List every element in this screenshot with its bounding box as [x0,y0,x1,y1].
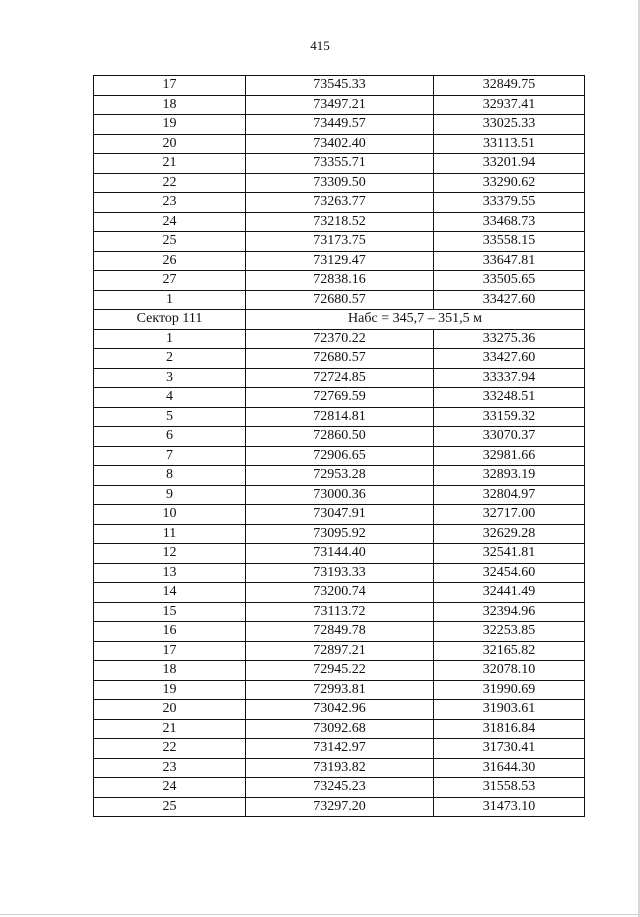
x-coordinate-cell: 72769.59 [246,388,434,408]
y-coordinate-cell: 32541.81 [434,544,585,564]
point-number-cell: 21 [94,154,246,174]
x-coordinate-cell: 72838.16 [246,271,434,291]
point-number-cell: 22 [94,739,246,759]
point-number-cell: 23 [94,758,246,778]
table-row [94,466,585,486]
sector-header-body [94,310,585,330]
table-row [94,329,585,349]
x-coordinate-cell: 73402.40 [246,134,434,154]
coordinates-table [93,75,585,817]
x-coordinate-cell: 73200.74 [246,583,434,603]
y-coordinate-cell: 33201.94 [434,154,585,174]
y-coordinate-cell: 31730.41 [434,739,585,759]
point-number-cell: 18 [94,95,246,115]
x-coordinate-cell: 73245.23 [246,778,434,798]
y-coordinate-cell: 33113.51 [434,134,585,154]
y-coordinate-cell: 31816.84 [434,719,585,739]
table-row [94,680,585,700]
table-row [94,134,585,154]
y-coordinate-cell: 32804.97 [434,485,585,505]
y-coordinate-cell: 33070.37 [434,427,585,447]
x-coordinate-cell: 73113.72 [246,602,434,622]
x-coordinate-cell: 73129.47 [246,251,434,271]
sector-height-range: Набс = 345,7 – 351,5 м [246,310,585,330]
x-coordinate-cell: 73000.36 [246,485,434,505]
y-coordinate-cell: 33558.15 [434,232,585,252]
table-row [94,622,585,642]
point-number-cell: 19 [94,680,246,700]
point-number-cell: 21 [94,719,246,739]
x-coordinate-cell: 72680.57 [246,349,434,369]
table-row [94,700,585,720]
y-coordinate-cell: 33379.55 [434,193,585,213]
point-number-cell: 27 [94,271,246,291]
x-coordinate-cell: 73355.71 [246,154,434,174]
point-number-cell: 1 [94,290,246,310]
x-coordinate-cell: 73297.20 [246,797,434,817]
y-coordinate-cell: 33275.36 [434,329,585,349]
table-row [94,349,585,369]
table-row [94,251,585,271]
y-coordinate-cell: 31990.69 [434,680,585,700]
y-coordinate-cell: 32717.00 [434,505,585,525]
table-row [94,193,585,213]
table-row [94,719,585,739]
table-row [94,797,585,817]
point-number-cell: 8 [94,466,246,486]
point-number-cell: 2 [94,349,246,369]
y-coordinate-cell: 33427.60 [434,290,585,310]
point-number-cell: 17 [94,641,246,661]
table-row [94,505,585,525]
point-number-cell: 25 [94,232,246,252]
point-number-cell: 25 [94,797,246,817]
y-coordinate-cell: 33290.62 [434,173,585,193]
point-number-cell: 22 [94,173,246,193]
x-coordinate-cell: 72953.28 [246,466,434,486]
y-coordinate-cell: 32394.96 [434,602,585,622]
point-number-cell: 23 [94,193,246,213]
x-coordinate-cell: 73497.21 [246,95,434,115]
point-number-cell: 11 [94,524,246,544]
y-coordinate-cell: 33505.65 [434,271,585,291]
x-coordinate-cell: 72849.78 [246,622,434,642]
table-body-upper [94,76,585,310]
x-coordinate-cell: 73042.96 [246,700,434,720]
y-coordinate-cell: 32078.10 [434,661,585,681]
point-number-cell: 26 [94,251,246,271]
point-number-cell: 10 [94,505,246,525]
x-coordinate-cell: 73545.33 [246,76,434,96]
point-number-cell: 5 [94,407,246,427]
y-coordinate-cell: 31558.53 [434,778,585,798]
table-row [94,212,585,232]
x-coordinate-cell: 72897.21 [246,641,434,661]
x-coordinate-cell: 72906.65 [246,446,434,466]
x-coordinate-cell: 72680.57 [246,290,434,310]
table-row [94,271,585,291]
x-coordinate-cell: 72814.81 [246,407,434,427]
point-number-cell: 7 [94,446,246,466]
x-coordinate-cell: 73173.75 [246,232,434,252]
x-coordinate-cell: 72945.22 [246,661,434,681]
point-number-cell: 24 [94,212,246,232]
y-coordinate-cell: 31473.10 [434,797,585,817]
table-row [94,641,585,661]
table-row [94,95,585,115]
y-coordinate-cell: 32849.75 [434,76,585,96]
point-number-cell: 14 [94,583,246,603]
y-coordinate-cell: 32454.60 [434,563,585,583]
table-row [94,154,585,174]
table-row [94,173,585,193]
x-coordinate-cell: 73142.97 [246,739,434,759]
table-row [94,76,585,96]
x-coordinate-cell: 72724.85 [246,368,434,388]
y-coordinate-cell: 31903.61 [434,700,585,720]
table-row [94,290,585,310]
x-coordinate-cell: 73449.57 [246,115,434,135]
y-coordinate-cell: 32441.49 [434,583,585,603]
point-number-cell: 13 [94,563,246,583]
y-coordinate-cell: 32253.85 [434,622,585,642]
table-row [94,388,585,408]
table-row [94,661,585,681]
y-coordinate-cell: 33337.94 [434,368,585,388]
table-row [94,368,585,388]
table-row [94,524,585,544]
table-row [94,544,585,564]
x-coordinate-cell: 73309.50 [246,173,434,193]
point-number-cell: 16 [94,622,246,642]
x-coordinate-cell: 73092.68 [246,719,434,739]
table-row [94,758,585,778]
table-row [94,427,585,447]
table-row [94,778,585,798]
table-row [94,739,585,759]
page-number: 415 [310,38,330,53]
y-coordinate-cell: 33647.81 [434,251,585,271]
point-number-cell: 18 [94,661,246,681]
x-coordinate-cell: 73144.40 [246,544,434,564]
x-coordinate-cell: 73263.77 [246,193,434,213]
table-row [94,232,585,252]
point-number-cell: 15 [94,602,246,622]
point-number-cell: 4 [94,388,246,408]
table-row [94,446,585,466]
y-coordinate-cell: 32981.66 [434,446,585,466]
y-coordinate-cell: 33159.32 [434,407,585,427]
table-row [94,485,585,505]
x-coordinate-cell: 72370.22 [246,329,434,349]
y-coordinate-cell: 33248.51 [434,388,585,408]
y-coordinate-cell: 31644.30 [434,758,585,778]
y-coordinate-cell: 32893.19 [434,466,585,486]
point-number-cell: 17 [94,76,246,96]
x-coordinate-cell: 73218.52 [246,212,434,232]
point-number-cell: 6 [94,427,246,447]
point-number-cell: 20 [94,134,246,154]
table-row [94,583,585,603]
sector-header-row [94,310,585,330]
sector-label: Сектор 111 [94,310,246,330]
y-coordinate-cell: 33427.60 [434,349,585,369]
x-coordinate-cell: 72860.50 [246,427,434,447]
table-body-lower [94,329,585,817]
x-coordinate-cell: 73193.33 [246,563,434,583]
table-row [94,407,585,427]
scan-edge-bottom [0,914,640,915]
point-number-cell: 12 [94,544,246,564]
point-number-cell: 20 [94,700,246,720]
table-row [94,602,585,622]
y-coordinate-cell: 32165.82 [434,641,585,661]
point-number-cell: 19 [94,115,246,135]
table-row [94,115,585,135]
point-number-cell: 24 [94,778,246,798]
x-coordinate-cell: 73047.91 [246,505,434,525]
x-coordinate-cell: 73193.82 [246,758,434,778]
table-row [94,563,585,583]
point-number-cell: 3 [94,368,246,388]
y-coordinate-cell: 32629.28 [434,524,585,544]
y-coordinate-cell: 33468.73 [434,212,585,232]
y-coordinate-cell: 32937.41 [434,95,585,115]
x-coordinate-cell: 72993.81 [246,680,434,700]
y-coordinate-cell: 33025.33 [434,115,585,135]
x-coordinate-cell: 73095.92 [246,524,434,544]
point-number-cell: 1 [94,329,246,349]
point-number-cell: 9 [94,485,246,505]
